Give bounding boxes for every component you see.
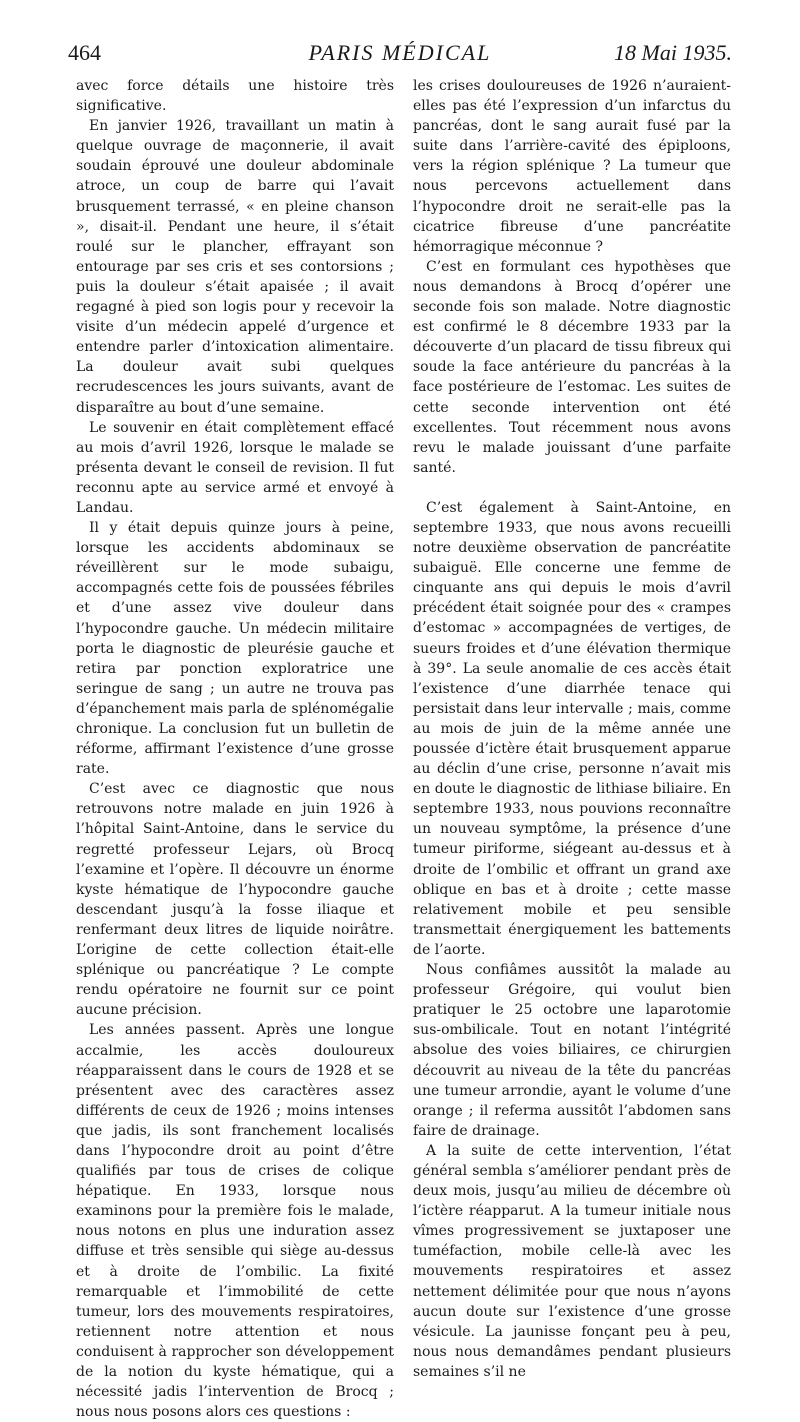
- page-header: [68, 40, 732, 70]
- paragraph: A la suite de cette intervention, l’état général sembla s’améliorer pendant près de deux mois, jusqu’au milieu de décembre où l’ictère réapparut. A la tumeur initiale nous vîmes progressivement se juxtaposer une tuméfaction, mobile celle-là avec les mouvements respiratoires et assez nettement délimitée pour que nous n’ayons aucun doute sur l’existence d’une grosse vésicule. La jaunisse fonçant peu à peu, nous nous demandâmes pendant plusieurs semaines s’il ne: [413, 1142, 731, 1380]
- right-column: [413, 76, 731, 1382]
- paragraph: Nous confiâmes aussitôt la malade au professeur Grégoire, qui voulut bien pratiquer le 25 octobre une laparotomie sus-ombilicale. Tout en notant l’intégrité absolue des voies biliaires, ce chirurgien découvrit au niveau de la tête du pancréas une tumeur arrondie, ayant le volume d’une orange ; il referma aussitôt l’abdomen sans faire de drainage.: [413, 962, 731, 1139]
- paragraph: Les années passent. Après une longue accalmie, les accès douloureux réapparaissent dans le cours de 1928 et se présentent avec des caractères assez différents de ceux de 1926 ; moins intenses que jadis, ils sont franchement localisés dans l’hypocondre droit au point d’être qualifiés par tous de crises de colique hépatique. En 1933, lorsque nous examinons pour la première fois le malade, nous notons en plus une induration assez diffuse et très sensible qui siège au-dessus et à droite de l’ombilic. La fixité remarquable et l’immobilité de cette tumeur, lors des mouvements respiratoires, retiennent notre attention et nous conduisent à rapprocher son développement de la notion du kyste hématique, qui a nécessité jadis l’intervention de Brocq ; nous nous posons alors ces questions :: [76, 1022, 394, 1421]
- left-column: [76, 76, 394, 1422]
- paragraph: C’est en formulant ces hypothèses que nous demandons à Brocq d’opérer une seconde fois son malade. Notre diagnostic est confirmé le 8 décembre 1933 par la découverte d’un placard de tissu fibreux qui soude la face antérieure du pancréas à la face postérieure de l’estomac. Les suites de cette seconde intervention ont été excellentes. Tout récemment nous avons revu le malade jouissant d’une parfaite santé.: [413, 258, 731, 476]
- paragraph: Il y était depuis quinze jours à peine, lorsque les accidents abdominaux se réveillèrent sur le mode subaigu, accompagnés cette fois de poussées fébriles et d’une assez vive douleur dans l’hypocondre gauche. Un médecin militaire porta le diagnostic de pleurésie gauche et retira par ponction exploratrice une seringue de sang ; un autre ne trouva pas d’épanchement mais parla de splénomégalie chronique. La conclusion fut un bulletin de réforme, affirmant l’existence d’une grosse rate.: [76, 520, 394, 778]
- issue-date: 18 Mai 1935.: [614, 40, 732, 65]
- paragraph: C’est avec ce diagnostic que nous retrouvons notre malade en juin 1926 à l’hôpital Saint-Antoine, dans le service du regretté professeur Lejars, où Brocq l’examine et l’opère. Il découvre un énorme kyste hématique de l’hypocondre gauche descendant jusqu’à la fosse iliaque et renfermant deux litres de liquide noirâtre. L’origine de cette collection était-elle splénique ou pancréatique ? Le compte rendu opératoire ne fournit sur ce point aucune précision.: [76, 781, 394, 1019]
- paragraph: En janvier 1926, travaillant un matin à quelque ouvrage de maçonnerie, il avait soudain éprouvé une douleur abdominale atroce, un coup de barre qui l’avait brusquement terrassé, « en pleine chanson », disait-il. Pendant une heure, il s’était roulé sur le plancher, effrayant son entourage par ses cris et ses contorsions ; puis la douleur s’était apaisée ; il avait regagné à pied son logis pour y recevoir la visite d’un médecin appelé d’urgence et entendre parler d’intoxication alimentaire. La douleur avait subi quelques recrudescences les jours suivants, avant de disparaître au bout d’une semaine.: [76, 118, 394, 416]
- paragraph: Le souvenir en était complètement effacé au mois d’avril 1926, lorsque le malade se présenta devant le conseil de revision. Il fut reconnu apte au service armé et envoyé à Landau.: [76, 419, 394, 516]
- paragraph: C’est également à Saint-Antoine, en septembre 1933, que nous avons recueilli notre deuxième observation de pancréatite subaiguë. Elle concerne une femme de cinquante ans qui depuis le mois d’avril précédent était soignée pour des « crampes d’estomac » accompagnées de vertiges, de sueurs froides et d’une élévation thermique à 39°. La seule anomalie de ces accès était l’existence d’une diarrhée tenace qui persistait dans leur intervalle ; mais, comme au mois de juin de la même année une poussée d’ictère était brusquement apparue au déclin d’une crise, personne n’avait mis en doute le diagnostic de lithiase biliaire. En septembre 1933, nous pouvions reconnaître un nouveau symptôme, la présence d’une tumeur piriforme, siégeant au-dessus et à droite de l’ombilic et offrant un grand axe oblique en bas et à droite ; cette masse relativement mobile et peu sensible transmettait énergiquement les battements de l’aorte.: [413, 499, 731, 958]
- page-number: 464: [68, 40, 101, 65]
- paragraph: avec force détails une histoire très significative.: [76, 78, 394, 115]
- journal-title: PARIS MÉDICAL: [308, 40, 492, 65]
- paragraph: les crises douloureuses de 1926 n’auraient-elles pas été l’expression d’un infarctus du pancréas, dont le sang aurait fusé par la suite dans l’arrière-cavité des épiploons, vers la région splénique ? La tumeur que nous percevons actuellement dans l’hypocondre droit ne serait-elle pas la cicatrice fibreuse d’une pancréatite hémorragique méconnue ?: [413, 78, 731, 255]
